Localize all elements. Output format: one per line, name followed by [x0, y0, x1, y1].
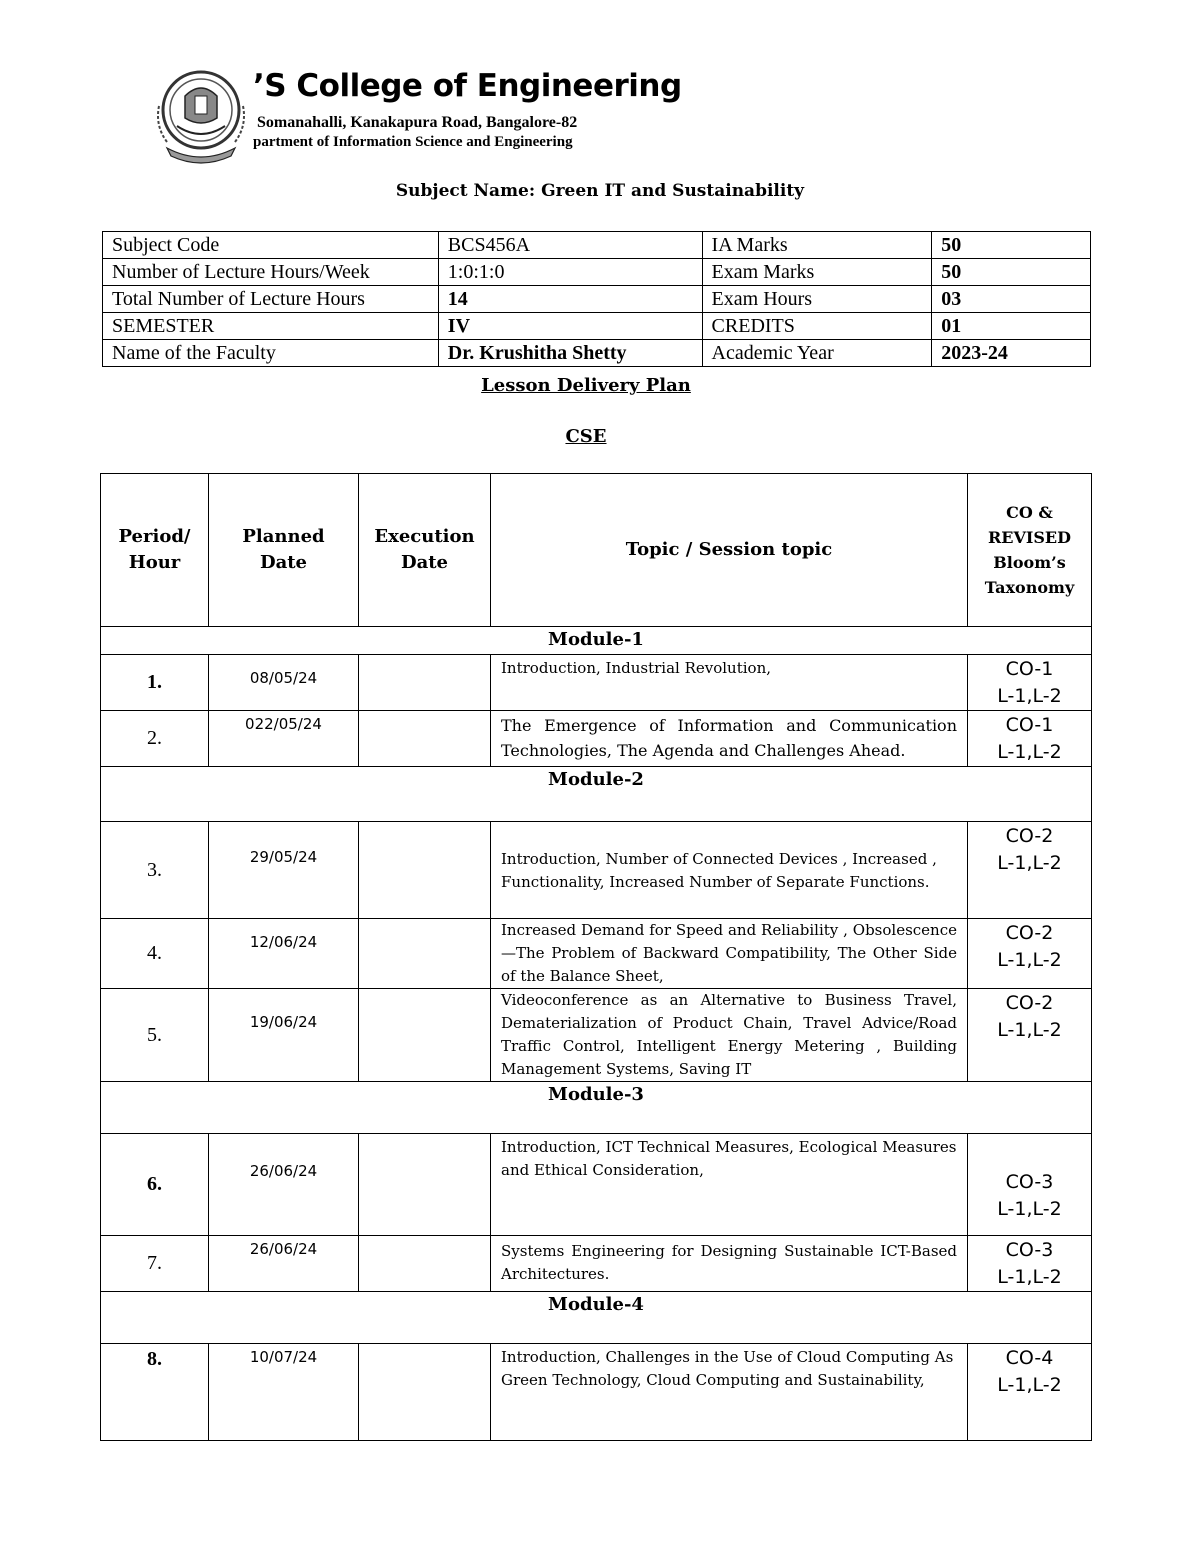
- table-row: [103, 340, 1091, 367]
- execution-date-header: Execution Date: [359, 474, 491, 627]
- co-cell: CO-1 L-1,L-2: [968, 655, 1092, 711]
- college-header: [155, 66, 715, 166]
- info-key: Total Number of Lecture Hours: [103, 286, 439, 313]
- execution-date-cell: [359, 655, 491, 711]
- lesson-plan-table: [100, 473, 1092, 1441]
- table-row: [101, 711, 1092, 767]
- topic-header: Topic / Session topic: [491, 474, 968, 627]
- table-row: [103, 232, 1091, 259]
- table-row: [103, 313, 1091, 340]
- college-address: Somanahalli, Kanakapura Road, Bangalore-82: [257, 114, 578, 131]
- info-value: 14: [438, 286, 702, 313]
- planned-date-cell: 19/06/24: [209, 989, 359, 1082]
- info-value: 1:0:1:0: [438, 259, 702, 286]
- execution-date-cell: [359, 711, 491, 767]
- info-key: Name of the Faculty: [103, 340, 439, 367]
- table-row: [101, 822, 1092, 919]
- execution-date-cell: [359, 1134, 491, 1236]
- co-cell: CO-3 L-1,L-2: [968, 1134, 1092, 1236]
- topic-cell: Videoconference as an Alternative to Business Travel, Dematerialization of Product Chain, Travel Advice/Road Traffic Control, Intelligent Energy Metering , Building Management Systems, Saving IT: [491, 989, 968, 1082]
- info-key: Exam Marks: [702, 259, 932, 286]
- module-row: [101, 627, 1092, 655]
- period-cell: 7.: [101, 1236, 209, 1292]
- module-title: Module-3: [101, 1082, 1092, 1134]
- topic-cell: Introduction, Number of Connected Devices , Increased , Functionality, Increased Number of Separate Functions.: [491, 822, 968, 919]
- info-value: Dr. Krushitha Shetty: [438, 340, 702, 367]
- module-row: [101, 767, 1092, 822]
- co-bloom-header: CO & REVISED Bloom’s Taxonomy: [968, 474, 1092, 627]
- subject-name: Green IT and Sustainability: [541, 181, 805, 201]
- subject-label: Subject Name:: [395, 181, 536, 201]
- topic-cell: Systems Engineering for Designing Sustainable ICT-Based Architectures.: [491, 1236, 968, 1292]
- execution-date-cell: [359, 919, 491, 989]
- info-key: Academic Year: [702, 340, 932, 367]
- table-row: [101, 1344, 1092, 1441]
- subject-line: [0, 181, 1200, 201]
- execution-date-cell: [359, 822, 491, 919]
- table-row: [101, 989, 1092, 1082]
- co-cell: CO-3 L-1,L-2: [968, 1236, 1092, 1292]
- co-cell: CO-4 L-1,L-2: [968, 1344, 1092, 1441]
- topic-cell: The Emergence of Information and Communication Technologies, The Agenda and Challenges Ahead.: [491, 711, 968, 767]
- co-cell: CO-2 L-1,L-2: [968, 919, 1092, 989]
- co-cell: CO-2 L-1,L-2: [968, 822, 1092, 919]
- period-cell: 4.: [101, 919, 209, 989]
- info-key: IA Marks: [702, 232, 932, 259]
- planned-date-cell: 12/06/24: [209, 919, 359, 989]
- execution-date-cell: [359, 1344, 491, 1441]
- module-title: Module-4: [101, 1292, 1092, 1344]
- period-cell: 6.: [101, 1134, 209, 1236]
- period-cell: 8.: [101, 1344, 209, 1441]
- module-row: [101, 1082, 1092, 1134]
- topic-cell: Introduction, ICT Technical Measures, Ecological Measures and Ethical Consideration,: [491, 1134, 968, 1236]
- info-value: 01: [932, 313, 1091, 340]
- planned-date-header: Planned Date: [209, 474, 359, 627]
- info-value: 50: [932, 232, 1091, 259]
- info-value: BCS456A: [438, 232, 702, 259]
- period-cell: 2.: [101, 711, 209, 767]
- info-key: CREDITS: [702, 313, 932, 340]
- info-key: SEMESTER: [103, 313, 439, 340]
- table-row: [101, 1134, 1092, 1236]
- table-header-row: [101, 474, 1092, 627]
- planned-date-cell: 08/05/24: [209, 655, 359, 711]
- table-row: [103, 259, 1091, 286]
- info-value: 50: [932, 259, 1091, 286]
- table-row: [101, 655, 1092, 711]
- module-title: Module-2: [101, 767, 1092, 822]
- lesson-plan-title: Lesson Delivery Plan: [481, 375, 691, 396]
- planned-date-cell: 26/06/24: [209, 1236, 359, 1292]
- period-cell: 1.: [101, 655, 209, 711]
- period-header: Period/ Hour: [101, 474, 209, 627]
- department-title: CSE: [565, 426, 607, 447]
- co-cell: CO-1 L-1,L-2: [968, 711, 1092, 767]
- table-row: [101, 1236, 1092, 1292]
- topic-cell: Increased Demand for Speed and Reliability , Obsolescence—The Problem of Backward Compatibility, The Other Side of the Balance Sheet,: [491, 919, 968, 989]
- period-cell: 3.: [101, 822, 209, 919]
- subject-info-table: [102, 231, 1091, 367]
- topic-cell: Introduction, Industrial Revolution,: [491, 655, 968, 711]
- info-key: Subject Code: [103, 232, 439, 259]
- module-title: Module-1: [101, 627, 1092, 655]
- period-cell: 5.: [101, 989, 209, 1082]
- table-row: [103, 286, 1091, 313]
- info-value: 03: [932, 286, 1091, 313]
- topic-cell: Introduction, Challenges in the Use of Cloud Computing As Green Technology, Cloud Computing and Sustainability,: [491, 1344, 968, 1441]
- execution-date-cell: [359, 989, 491, 1082]
- college-logo-icon: [155, 66, 247, 164]
- planned-date-cell: 10/07/24: [209, 1344, 359, 1441]
- module-row: [101, 1292, 1092, 1344]
- execution-date-cell: [359, 1236, 491, 1292]
- planned-date-cell: 022/05/24: [209, 711, 359, 767]
- planned-date-cell: 26/06/24: [209, 1134, 359, 1236]
- info-value: 2023-24: [932, 340, 1091, 367]
- co-cell: CO-2 L-1,L-2: [968, 989, 1092, 1082]
- planned-date-cell: 29/05/24: [209, 822, 359, 919]
- table-row: [101, 919, 1092, 989]
- info-key: Number of Lecture Hours/Week: [103, 259, 439, 286]
- info-value: IV: [438, 313, 702, 340]
- info-key: Exam Hours: [702, 286, 932, 313]
- college-name: ’S College of Engineering: [253, 68, 682, 104]
- college-department: partment of Information Science and Engineering: [253, 134, 573, 150]
